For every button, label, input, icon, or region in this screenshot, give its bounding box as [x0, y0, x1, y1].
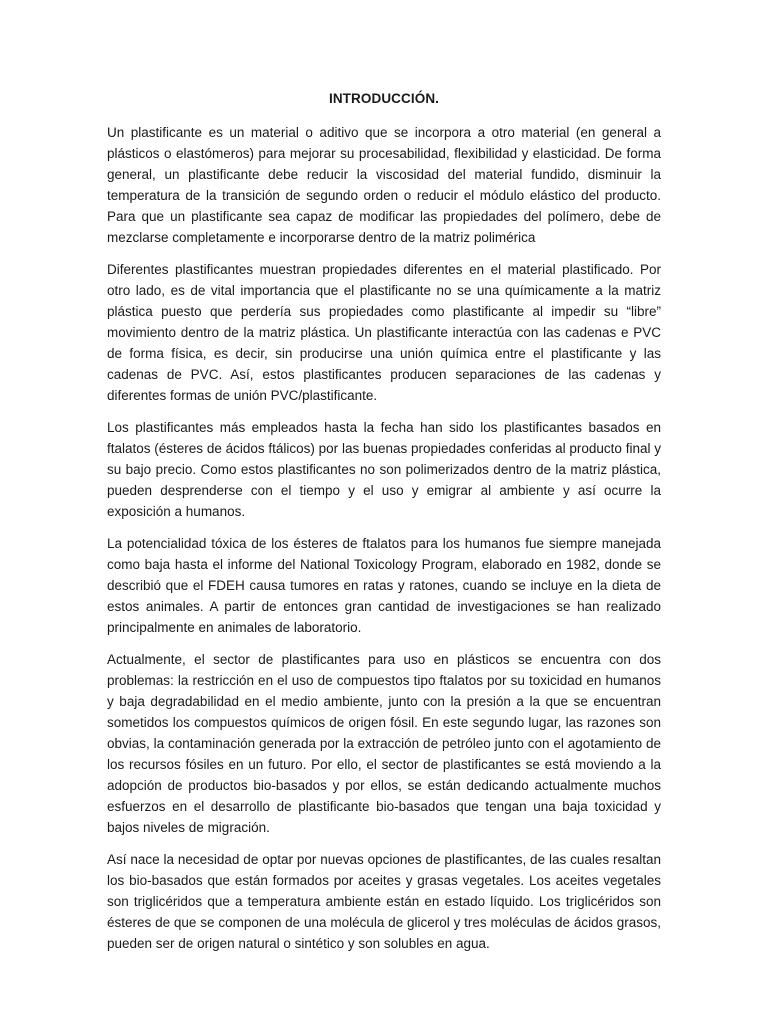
paragraph-current-sector: Actualmente, el sector de plastificantes para uso en plásticos se encuentra con dos problemas: la restricción en el uso de compuestos tipo ftalatos por su toxicidad en humanos y baja degradabilidad en el medio ambiente, junto con la presión a la que se encuentran sometidos los compuestos químicos de origen fósil. En este segundo lugar, las razones son obvias, la contaminación generada por la extracción de petróleo junto con el agotamiento de los recursos fósiles en un futuro. Por ello, el sector de plastificantes se está moviendo a la adopción de productos bio-basados y por ellos, se están dedicando actualmente muchos esfuerzos en el desarrollo de plastificante bio-basados que tengan una baja toxicidad y bajos niveles de migración. [107, 652, 661, 835]
paragraph-toxicity: La potencialidad tóxica de los ésteres de ftalatos para los humanos fue siempre manejada como baja hasta el informe del National Toxicology Program, elaborado en 1982, donde se describió que el FDEH causa tumores en ratas y ratones, cuando se incluye en la dieta de estos animales. A partir de entonces gran cantidad de investigaciones se han realizado principalmente en animales de laboratorio. [107, 536, 661, 635]
paragraph-bio-based: Así nace la necesidad de optar por nuevas opciones de plastificantes, de las cuales resaltan los bio-basados que están formados por aceites y grasas vegetales. Los aceites vegetales son triglicéridos que a temperatura ambiente están en estado líquido. Los triglicéridos son ésteres de que se componen de una molécula de glicerol y tres moléculas de ácidos grasos, pueden ser de origen natural o sintético y son solubles en agua. [107, 852, 661, 951]
paragraph-definition: Un plastificante es un material o aditivo que se incorpora a otro material (en general a plásticos o elastómeros) para mejorar su procesabilidad, flexibilidad y elasticidad. De forma general, un plastificante debe reducir la viscosidad del material fundido, disminuir la temperatura de la transición de segundo orden o reducir el módulo elástico del producto. Para que un plastificante sea capaz de modificar las propiedades del polímero, debe de mezclarse completamente e incorporarse dentro de la matriz polimérica [107, 125, 661, 245]
paragraph-interaction: Diferentes plastificantes muestran propiedades diferentes en el material plastificado. Por otro lado, es de vital importancia que el plastificante no se una químicamente a la matriz plástica puesto que perdería sus propiedades como plastificante al impedir su “libre” movimiento dentro de la matriz plástica. Un plastificante interactúa con las cadenas e PVC de forma física, es decir, sin producirse una unión química entre el plastificante y las cadenas de PVC. Así, estos plastificantes producen separaciones de las cadenas y diferentes formas de unión PVC/plastificante. [107, 262, 661, 403]
paragraph-phthalates: Los plastificantes más empleados hasta la fecha han sido los plastificantes basados en ftalatos (ésteres de ácidos ftálicos) por las buenas propiedades conferidas al producto final y su bajo precio. Como estos plastificantes no son polimerizados dentro de la matriz plástica, pueden desprenderse con el tiempo y el uso y emigrar al ambiente y así ocurre la exposición a humanos. [107, 420, 661, 519]
document-title: INTRODUCCIÓN. [328, 91, 440, 106]
